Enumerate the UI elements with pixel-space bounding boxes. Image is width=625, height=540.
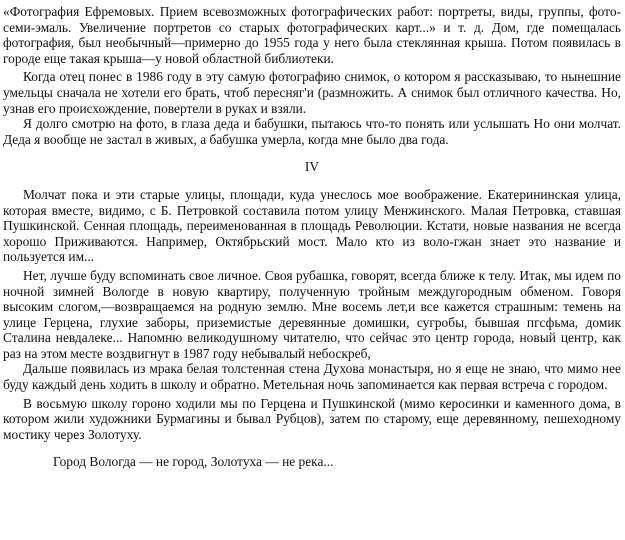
paragraph-old-streets: Молчат пока и эти старые улицы, площади, куда унеслось мое воображение. Екатерининская улица, которая вместе, видимо, с Б. Петровкой составила потом улицу Менжинского. Малая Петровка, ставшая Пушкинской. Сенная площадь, переименованная в площадь Революции. Кстати, новые названия не всегда хорошо Приживаются. Например, Октябрьский мост. Мало кто из воло-гжан знает это название и пользуется им... <box>3 186 621 265</box>
paragraph-school-route: В восьмую школу гороно ходили мы по Герцена и Пушкинской (мимо керосинки и каменного дома, в котором жили художники Бурмагины и бывал Рубцов), затем по старому, еще деревянному, пешеходному мостику через Золотуху. <box>3 395 621 442</box>
paragraph-monastery-wall: Дальше появилась из мрака белая толстенная стена Духова монастыря, но я еще не знаю, что мимо нее буду каждый день ходить в школу и обратно. Метельная ночь запоминается как первая встреча с городом. <box>3 361 621 393</box>
paragraph-photo-shop: «Фотография Ефремовых. Прием всевозможных фотографических работ: портреты, виды, группы, фото-семи-эмаль. Увеличение портретов со старых фотографических карт...» и т. д. Дом, где помещалась фотография, был необычный—примерно до 1955 года у него была стеклянная крыша. Потом появилась в городе еще такая крыша—у новой областной библиотеки. <box>3 4 621 66</box>
closing-line: Город Вологда — не город, Золотуха — не река... <box>53 454 334 470</box>
paragraph-personal-memories: Нет, лучше буду вспоминать свое личное. Своя рубашка, говорят, всегда ближе к телу. Итак, мы идем по ночной зимней Вологде в новую квартиру, полученную тройным междугородным обменом. Говоря высоким слогом,—возвращаемся на родную землю. Мне восемь лет,и все кажется страшным: темень на улице Герцена, глухие заборы, приземистые деревянные домишки, сугробы, бывшая пгсфьма, домик Сталина невдалеке... Напомню великодушному читателю, что сейчас это центр города, новый центр, как раз на этом месте воздвигнут в 1987 году небывалый небоскреб, <box>3 267 621 361</box>
paragraph-looking-at-photo: Я долго смотрю на фото, в глаза деда и бабушки, пытаюсь что-то понять или услышать Но они молчат. Деда я вообще не застал в живых, а бабушка умерла, когда мне было два года. <box>3 116 621 147</box>
paragraph-father-photo: Когда отец понес в 1986 году в эту самую фотографию снимок, о котором я рассказываю, то нынешние умельцы сначала не хотели его брать, чтоб пересняг'и (размножить. А снимок был отличного качества. Но, узнав его происхождение, повертели в руках и взяли. <box>3 69 621 116</box>
section-heading: IV <box>304 159 320 175</box>
document-page <box>3 4 621 470</box>
